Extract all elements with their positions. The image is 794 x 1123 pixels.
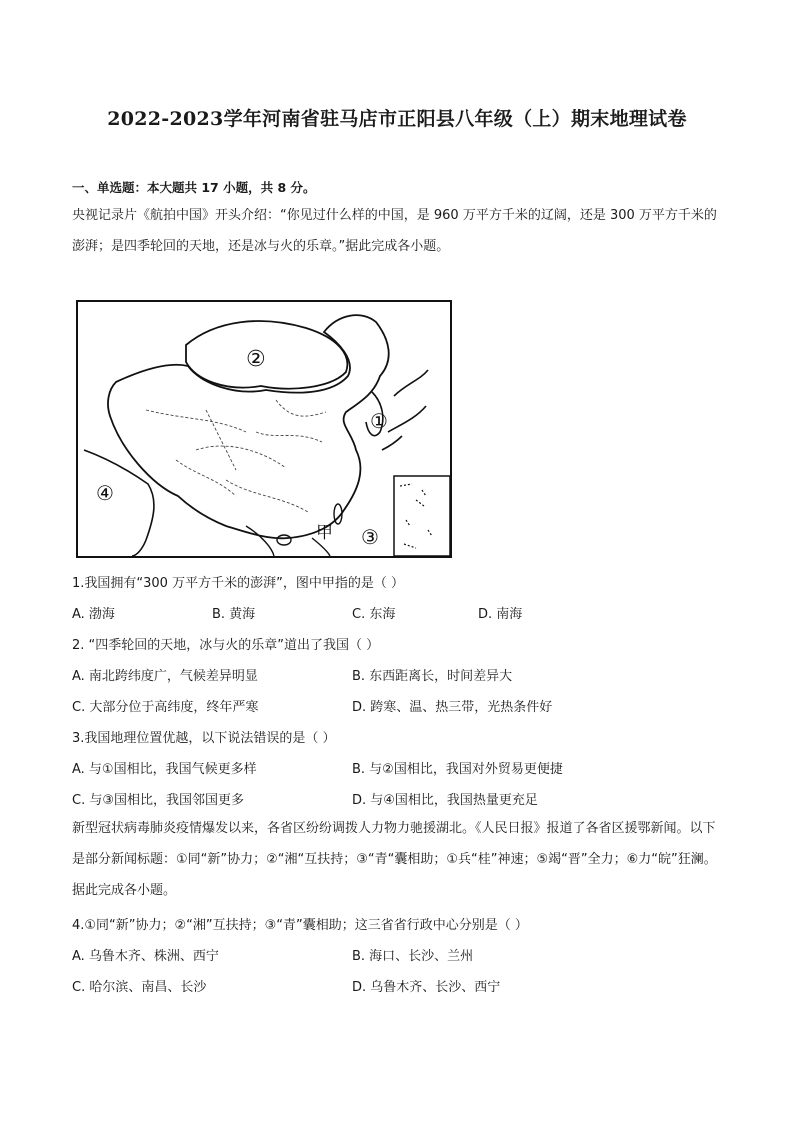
page-title: 2022-2023学年河南省驻马店市正阳县八年级（上）期末地理试卷 [107,108,687,130]
map-label-3: ③ [361,525,379,549]
question-1-option-c: C. 东海 [352,607,396,622]
question-2-stem: 2. “四季轮回的天地，冰与火的乐章”道出了我国（ ） [72,638,380,653]
intro-paragraph-2: 新型冠状病毒肺炎疫情爆发以来，各省区纷纷调拨人力物力驰援湖北。《人民日报》报道了各省区援鄂新闻。以下是部分新闻标题：①同“新”协力；②“湘“互扶持；③“青“囊相助；①兵“桂”神速；⑤竭“晋”全力；⑥力“皖”狂澜。据此完成各小题。 [72,821,717,898]
question-2-option-c: C. 大部分位于高纬度，终年严寒 [72,700,259,715]
question-1-option-a: A. 渤海 [72,607,115,622]
map-label-4: ④ [96,481,114,505]
question-4-option-d: D. 乌鲁木齐、长沙、西宁 [352,980,501,995]
question-3-option-b: B. 与②国相比，我国对外贸易更便捷 [352,762,563,777]
question-1-option-b: B. 黄海 [212,607,256,622]
question-3-option-a: A. 与①国相比，我国气候更多样 [72,762,257,777]
intro-paragraph-1: 央视记录片《航拍中国》开头介绍：“你见过什么样的中国，是 960 万平方千米的辽阔，还是 300 万平方千米的澎湃；是四季轮回的天地，还是冰与火的乐章。”据此完成各小题。 [72,208,717,254]
question-4-option-b: B. 海口、长沙、兰州 [352,949,474,964]
question-4-stem: 4.①同“新”协力；②“湘”互扶持；③“青”囊相助；这三省省行政中心分别是（ ） [72,918,528,933]
question-3-option-c: C. 与③国相比，我国邻国更多 [72,793,244,808]
section-heading: 一、单选题：本大题共 17 小题，共 8 分。 [72,180,316,195]
question-4-option-a: A. 乌鲁木齐、株洲、西宁 [72,949,219,964]
question-1-option-d: D. 南海 [478,607,523,622]
map-label-2: ② [246,347,266,372]
question-2-option-a: A. 南北跨纬度广，气候差异明显 [72,669,258,684]
question-1-stem: 1.我国拥有“300 万平方千米的澎湃”，图中甲指的是（ ） [72,576,404,591]
question-2-option-d: D. 跨寒、温、热三带，光热条件好 [352,700,553,715]
china-map-figure [76,300,452,558]
question-4-option-c: C. 哈尔滨、南昌、长沙 [72,980,207,995]
question-2-option-b: B. 东西距离长，时间差异大 [352,669,513,684]
question-3-stem: 3.我国地理位置优越，以下说法错误的是（ ） [72,731,336,746]
map-label-jia: 甲 [316,523,333,543]
map-label-1: ① [370,409,388,433]
question-3-option-d: D. 与④国相比，我国热量更充足 [352,793,538,808]
